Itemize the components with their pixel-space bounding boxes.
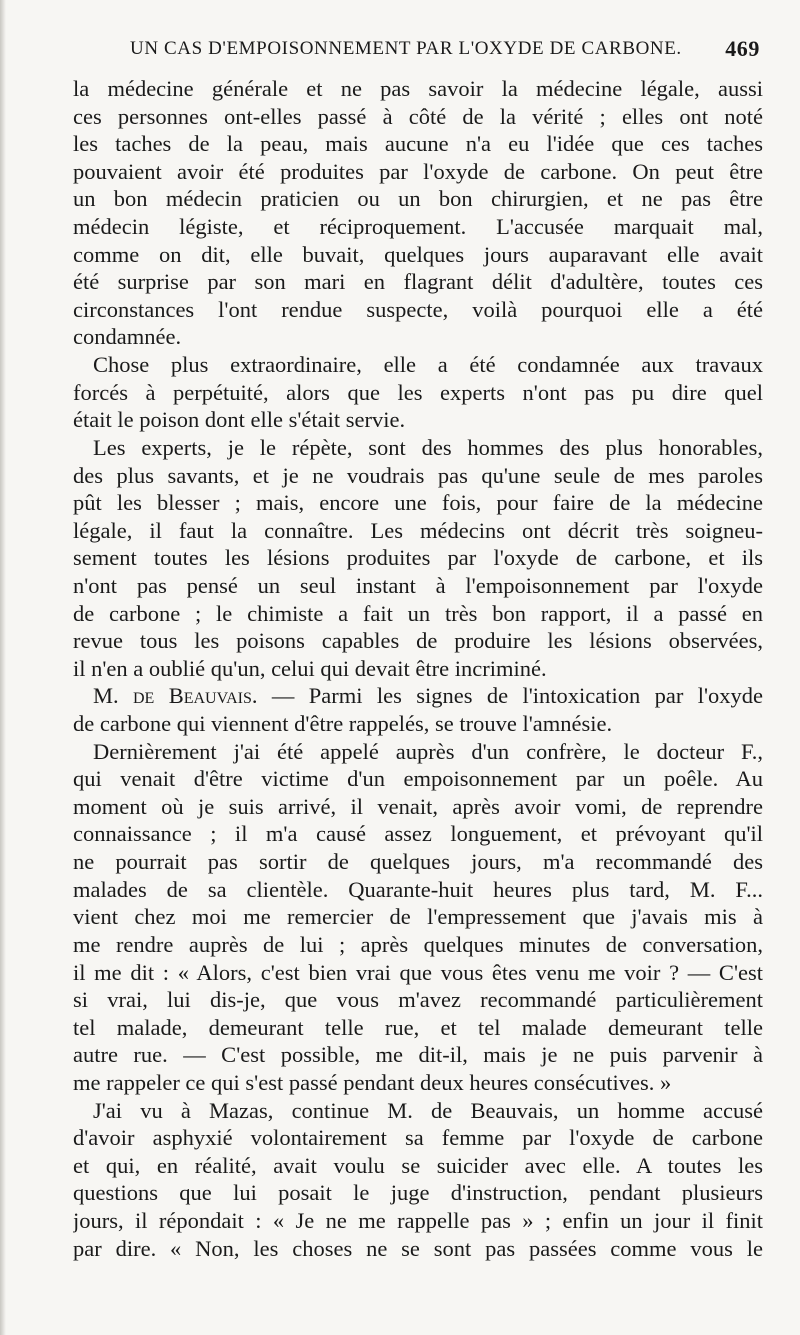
text-line: légale, il faut la connaître. Les médecins ont décrit très soigneu-	[73, 517, 763, 543]
text-line: Les experts, je le répète, sont des hommes des plus honorables,	[93, 434, 763, 460]
running-title: UN CAS D'EMPOISONNEMENT PAR L'OXYDE DE CARBONE.	[130, 38, 682, 59]
text-line: jours, il répondait : « Je ne me rappelle pas » ; enfin un jour il finit	[73, 1207, 763, 1233]
text-line: par dire. « Non, les choses ne se sont pas passées comme vous le	[73, 1235, 763, 1261]
text-line: J'ai vu à Mazas, continue M. de Beauvais, un homme accusé	[93, 1097, 763, 1123]
text-line: la médecine générale et ne pas savoir la médecine légale, aussi	[73, 76, 763, 101]
text-line: tel malade, demeurant telle rue, et tel malade demeurant telle	[73, 1014, 763, 1040]
text-line: et qui, en réalité, avait voulu se suicider avec elle. A toutes les	[73, 1152, 763, 1178]
text-line: sement toutes les lésions produites par l'oxyde de carbone, et ils	[73, 545, 763, 571]
text-line: circonstances l'ont rendue suspecte, voilà pourquoi elle a été	[73, 296, 763, 322]
text-line: de carbone qui viennent d'être rappelés, se trouve l'amnésie.	[73, 711, 613, 737]
text-line: vient chez moi me remercier de l'empressement que j'avais mis à	[73, 904, 763, 930]
text-line: était le poison dont elle s'était servie.	[73, 407, 406, 433]
text-line: pût les blesser ; mais, encore une fois, pour faire de la médecine	[73, 490, 763, 516]
page-header	[130, 38, 760, 68]
text-line: n'ont pas pensé un seul instant à l'empoisonnement par l'oxyde	[73, 572, 763, 598]
text-line: si vrai, lui dis-je, que vous m'avez recommandé particulièrement	[73, 987, 763, 1013]
text-line: ne pourrait pas sortir de quelques jours, m'a recommandé des	[73, 849, 763, 875]
text-line-rest: Parmi les signes de l'intoxication par l'oxyde	[308, 683, 763, 709]
page-number: 469	[725, 36, 760, 61]
text-line: des plus savants, et je ne voudrais pas qu'une seule de mes paroles	[73, 462, 763, 488]
text-line: me rendre auprès de lui ; après quelques minutes de conversation,	[73, 931, 763, 957]
text-line: Dernièrement j'ai été appelé auprès d'un confrère, le docteur F.,	[93, 738, 763, 764]
text-line: malades de sa clientèle. Quarante-huit heures plus tard, M. F...	[73, 876, 763, 902]
text-line: d'avoir asphyxié volontairement sa femme par l'oxyde de carbone	[73, 1125, 763, 1151]
text-line: questions que lui posait le juge d'instruction, pendant plusieurs	[73, 1180, 763, 1206]
text-line: autre rue. — C'est possible, me dit-il, mais je ne puis parvenir à	[73, 1042, 763, 1068]
text-line: pouvaient avoir été produites par l'oxyde de carbone. On peut être	[73, 158, 763, 184]
speaker-name: M. de Beauvais. —	[93, 683, 295, 709]
text-line: comme on dit, elle buvait, quelques jours auparavant elle avait	[73, 241, 763, 267]
text-line: les taches de la peau, mais aucune n'a eu l'idée que ces taches	[73, 131, 763, 157]
text-line: été surprise par son mari en flagrant délit d'adultère, toutes ces	[73, 269, 763, 295]
text-line: forcés à perpétuité, alors que les experts n'ont pas pu dire quel	[73, 379, 763, 405]
page-edge-shadow	[0, 0, 6, 1335]
text-line: me rappeler ce qui s'est passé pendant deux heures consécutives. »	[73, 1069, 672, 1095]
text-line: revue tous les poisons capables de produire les lésions observées,	[73, 628, 763, 654]
text-line: connaissance ; il m'a causé assez longuement, et prévoyant qu'il	[73, 821, 763, 847]
text-line: moment où je suis arrivé, il venait, après avoir vomi, de reprendre	[73, 793, 763, 819]
text-line: ces personnes ont-elles passé à côté de la vérité ; elles ont noté	[73, 103, 763, 129]
text-line: un bon médecin praticien ou un bon chirurgien, et ne pas être	[73, 186, 763, 212]
text-line: qui venait d'être victime d'un empoisonnement par un poêle. Au	[73, 766, 763, 792]
text-line: il n'en a oublié qu'un, celui qui devait être incriminé.	[73, 655, 547, 681]
text-line: de carbone ; le chimiste a fait un très bon rapport, il a passé en	[73, 600, 763, 626]
text-line: médecin légiste, et réciproquement. L'accusée marquait mal,	[73, 214, 763, 240]
text-line: Chose plus extraordinaire, elle a été condamnée aux travaux	[93, 352, 763, 378]
text-line: condamnée.	[73, 324, 182, 350]
text-line: il me dit : « Alors, c'est bien vrai que vous êtes venu me voir ? — C'est	[73, 959, 763, 985]
body-text	[73, 75, 763, 1262]
text-line-with-speaker	[73, 682, 763, 710]
